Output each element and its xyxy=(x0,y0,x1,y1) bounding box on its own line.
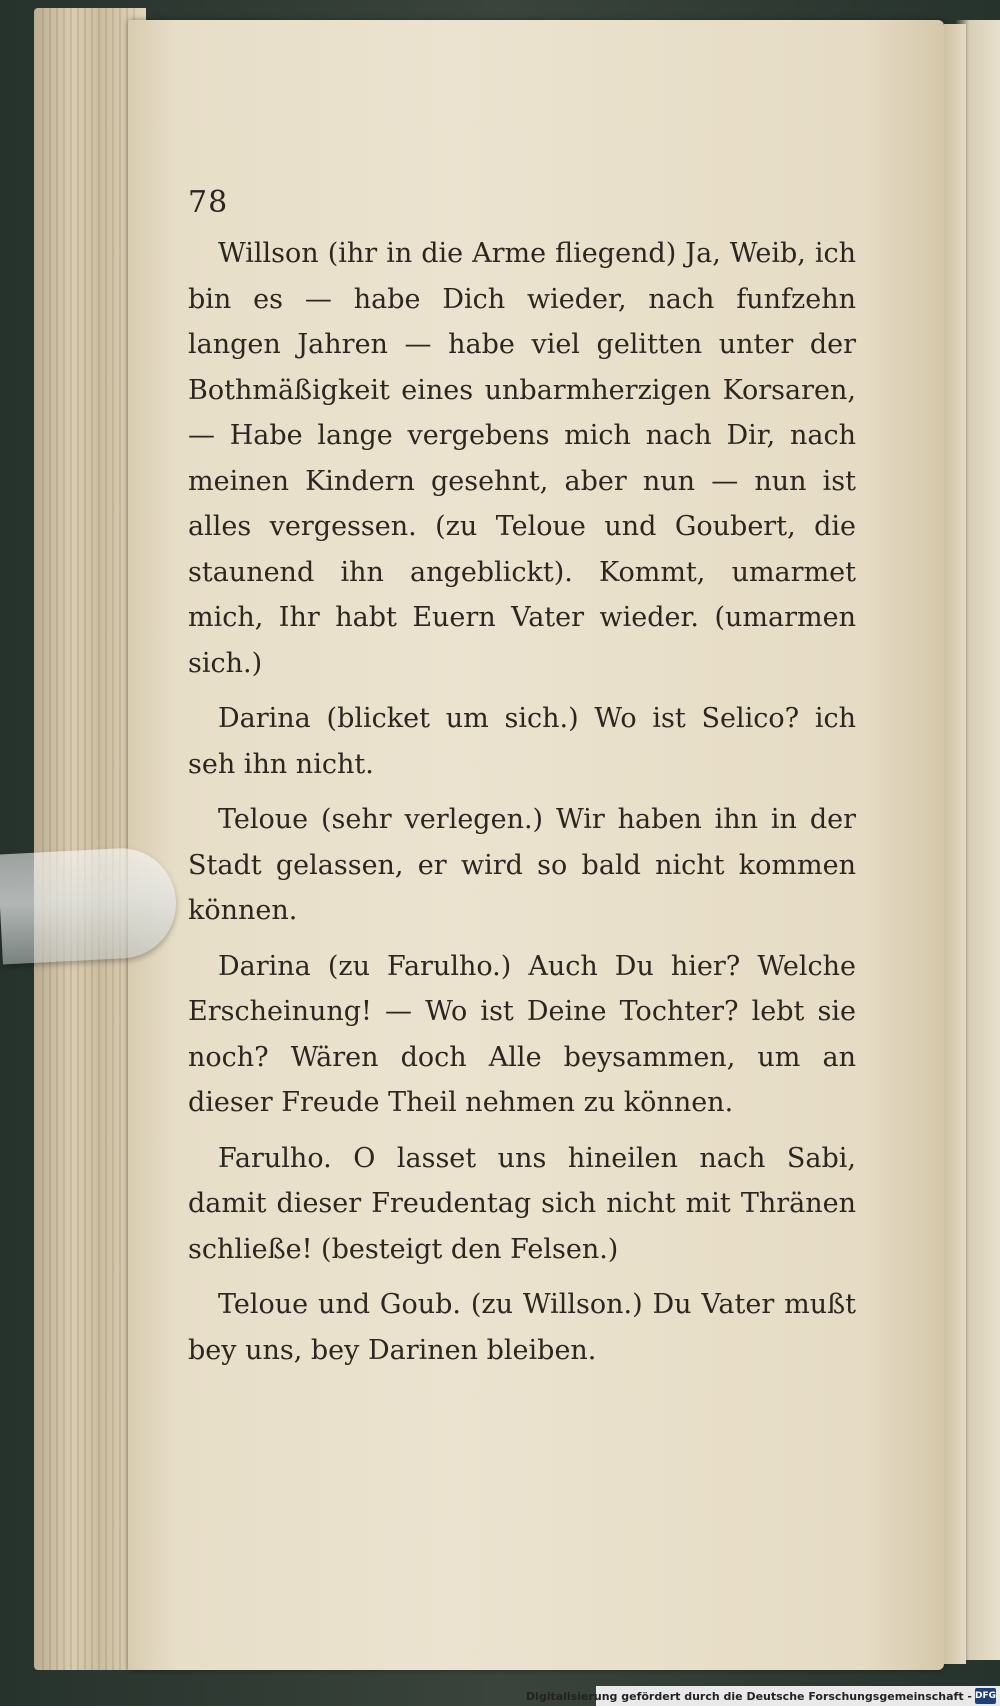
paragraph: Darina (blicket um sich.) Wo ist Selico? ich seh ihn nicht. xyxy=(188,703,856,780)
dfg-logo-icon: DFG xyxy=(975,1688,996,1704)
page-number: 78 xyxy=(188,185,229,220)
digitization-credit-text: Digitalisierung gefördert durch die Deutsche Forschungsgemeinschaft - xyxy=(525,1689,972,1703)
paragraph: Teloue und Goub. (zu Willson.) Du Vater mußt bey uns, bey Darinen bleiben. xyxy=(188,1289,856,1366)
paragraph: Darina (zu Farulho.) Auch Du hier? Welche Erscheinung! — Wo ist Deine Tochter? lebt sie noch? Wären doch Alle beysammen, um an dieser Freude Theil nehmen zu können. xyxy=(188,950,856,1118)
paragraph: Willson (ihr in die Arme fliegend) Ja, Weib, ich bin es — habe Dich wieder, nach funfzehn langen Jahren — habe viel gelitten unter der Bothmäßigkeit eines unbarmherzigen Korsaren, — Habe lange vergebens mich nach Dir, nach meinen Kindern gesehnt, aber nun — nun ist alles vergessen. (zu Teloue und Goubert, die staunend ihn angeblickt). Kommt, umarmet mich, Ihr habt Euern Vater wieder. (umarmen sich.) xyxy=(188,238,856,679)
paragraph: Teloue (sehr verlegen.) Wir haben ihn in der Stadt gelassen, er wird so bald nicht kommen können. xyxy=(188,804,856,926)
paragraph: Farulho. O lasset uns hineilen nach Sabi, damit dieser Freudentag sich nicht mit Thränen schließe! (besteigt den Felsen.) xyxy=(188,1142,856,1265)
digitization-credit-bar xyxy=(525,1686,1000,1706)
page-text xyxy=(188,185,856,1383)
page-holder-clip xyxy=(0,845,179,964)
